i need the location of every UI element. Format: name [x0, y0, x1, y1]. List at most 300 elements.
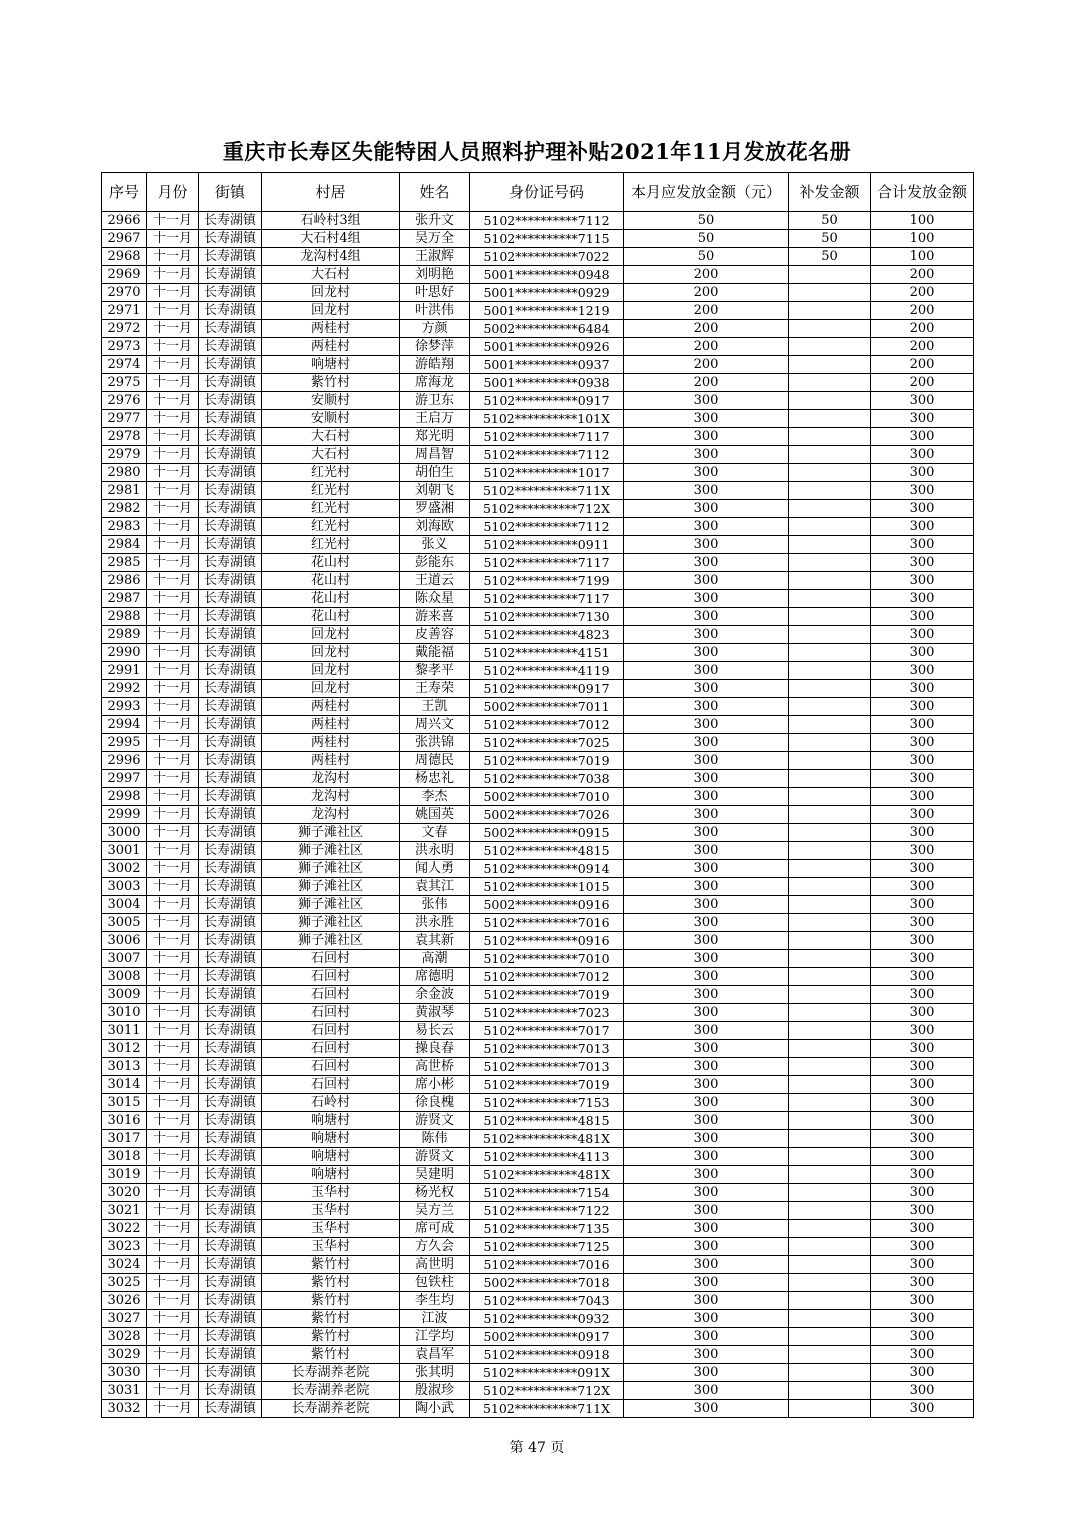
cell-id-number: 5102**********711X	[470, 482, 624, 500]
cell-month: 十一月	[147, 1238, 199, 1256]
cell-town: 长寿湖镇	[199, 266, 262, 284]
cell-id-number: 5102**********7112	[470, 212, 624, 230]
cell-town: 长寿湖镇	[199, 1004, 262, 1022]
cell-town: 长寿湖镇	[199, 986, 262, 1004]
cell-serial: 3009	[102, 986, 147, 1004]
cell-id-number: 5102**********7010	[470, 950, 624, 968]
cell-name: 王寿荣	[400, 680, 470, 698]
table-row	[102, 1328, 974, 1346]
cell-village: 石岭村3组	[262, 212, 400, 230]
cell-total: 200	[871, 338, 974, 356]
cell-town: 长寿湖镇	[199, 374, 262, 392]
cell-village: 紫竹村	[262, 1256, 400, 1274]
cell-town: 长寿湖镇	[199, 338, 262, 356]
table-row	[102, 1364, 974, 1382]
cell-village: 长寿湖养老院	[262, 1382, 400, 1400]
roster-body	[102, 212, 974, 1418]
cell-town: 长寿湖镇	[199, 1148, 262, 1166]
cell-back-pay: 50	[789, 212, 871, 230]
cell-id-number: 5001**********1219	[470, 302, 624, 320]
cell-village: 石回村	[262, 1058, 400, 1076]
cell-total: 300	[871, 1184, 974, 1202]
cell-id-number: 5102**********7019	[470, 752, 624, 770]
cell-name: 张其明	[400, 1364, 470, 1382]
table-row	[102, 1202, 974, 1220]
cell-monthly-amount: 300	[624, 842, 789, 860]
cell-back-pay	[789, 284, 871, 302]
cell-monthly-amount: 50	[624, 248, 789, 266]
cell-back-pay	[789, 1274, 871, 1292]
cell-monthly-amount: 300	[624, 914, 789, 932]
cell-town: 长寿湖镇	[199, 212, 262, 230]
cell-back-pay	[789, 302, 871, 320]
cell-back-pay	[789, 1238, 871, 1256]
cell-month: 十一月	[147, 284, 199, 302]
cell-serial: 2966	[102, 212, 147, 230]
cell-month: 十一月	[147, 608, 199, 626]
cell-serial: 3014	[102, 1076, 147, 1094]
cell-town: 长寿湖镇	[199, 1382, 262, 1400]
header-row	[102, 173, 974, 212]
cell-serial: 2990	[102, 644, 147, 662]
cell-month: 十一月	[147, 500, 199, 518]
cell-name: 游卫东	[400, 392, 470, 410]
cell-id-number: 5102**********7115	[470, 230, 624, 248]
cell-total: 300	[871, 1382, 974, 1400]
cell-village: 红光村	[262, 518, 400, 536]
cell-back-pay	[789, 1184, 871, 1202]
cell-serial: 2967	[102, 230, 147, 248]
cell-serial: 3026	[102, 1292, 147, 1310]
cell-name: 黄淑琴	[400, 1004, 470, 1022]
cell-total: 300	[871, 950, 974, 968]
cell-monthly-amount: 200	[624, 356, 789, 374]
cell-village: 石回村	[262, 968, 400, 986]
cell-id-number: 5102**********7199	[470, 572, 624, 590]
cell-town: 长寿湖镇	[199, 1184, 262, 1202]
table-row	[102, 950, 974, 968]
cell-month: 十一月	[147, 212, 199, 230]
cell-village: 回龙村	[262, 284, 400, 302]
table-row	[102, 284, 974, 302]
cell-village: 红光村	[262, 500, 400, 518]
table-row	[102, 680, 974, 698]
cell-name: 洪永胜	[400, 914, 470, 932]
cell-serial: 2976	[102, 392, 147, 410]
cell-back-pay	[789, 500, 871, 518]
cell-name: 吴方兰	[400, 1202, 470, 1220]
cell-name: 殷淑珍	[400, 1382, 470, 1400]
cell-monthly-amount: 300	[624, 536, 789, 554]
cell-monthly-amount: 300	[624, 554, 789, 572]
cell-id-number: 5102**********7125	[470, 1238, 624, 1256]
cell-back-pay	[789, 1094, 871, 1112]
cell-monthly-amount: 300	[624, 1184, 789, 1202]
cell-total: 300	[871, 626, 974, 644]
cell-back-pay	[789, 518, 871, 536]
cell-town: 长寿湖镇	[199, 518, 262, 536]
cell-village: 花山村	[262, 554, 400, 572]
cell-back-pay	[789, 1328, 871, 1346]
cell-name: 周兴文	[400, 716, 470, 734]
cell-month: 十一月	[147, 968, 199, 986]
cell-village: 回龙村	[262, 662, 400, 680]
table-row	[102, 734, 974, 752]
cell-village: 狮子滩社区	[262, 860, 400, 878]
cell-serial: 2987	[102, 590, 147, 608]
header-id-number: 身份证号码	[470, 173, 624, 212]
cell-monthly-amount: 300	[624, 644, 789, 662]
cell-village: 响塘村	[262, 1130, 400, 1148]
cell-serial: 2998	[102, 788, 147, 806]
table-row	[102, 878, 974, 896]
cell-town: 长寿湖镇	[199, 1328, 262, 1346]
cell-serial: 3001	[102, 842, 147, 860]
cell-id-number: 5102**********7016	[470, 1256, 624, 1274]
cell-town: 长寿湖镇	[199, 932, 262, 950]
cell-monthly-amount: 300	[624, 518, 789, 536]
cell-town: 长寿湖镇	[199, 392, 262, 410]
cell-name: 李杰	[400, 788, 470, 806]
cell-village: 红光村	[262, 482, 400, 500]
table-row	[102, 446, 974, 464]
cell-village: 回龙村	[262, 644, 400, 662]
cell-id-number: 5102**********4823	[470, 626, 624, 644]
cell-town: 长寿湖镇	[199, 410, 262, 428]
cell-back-pay	[789, 392, 871, 410]
cell-id-number: 5102**********0914	[470, 860, 624, 878]
table-row	[102, 392, 974, 410]
cell-id-number: 5001**********0938	[470, 374, 624, 392]
cell-serial: 2985	[102, 554, 147, 572]
cell-serial: 2997	[102, 770, 147, 788]
cell-name: 皮善容	[400, 626, 470, 644]
cell-name: 席德明	[400, 968, 470, 986]
table-row	[102, 1094, 974, 1112]
cell-back-pay	[789, 1310, 871, 1328]
cell-id-number: 5102**********7117	[470, 590, 624, 608]
table-row	[102, 518, 974, 536]
cell-name: 周昌智	[400, 446, 470, 464]
cell-name: 包铁柱	[400, 1274, 470, 1292]
cell-month: 十一月	[147, 824, 199, 842]
cell-back-pay	[789, 1112, 871, 1130]
table-row	[102, 212, 974, 230]
cell-town: 长寿湖镇	[199, 1400, 262, 1418]
table-row	[102, 1148, 974, 1166]
cell-monthly-amount: 300	[624, 1346, 789, 1364]
cell-town: 长寿湖镇	[199, 1058, 262, 1076]
cell-back-pay	[789, 1022, 871, 1040]
cell-monthly-amount: 300	[624, 1274, 789, 1292]
cell-town: 长寿湖镇	[199, 1364, 262, 1382]
cell-back-pay	[789, 572, 871, 590]
cell-serial: 2986	[102, 572, 147, 590]
cell-village: 红光村	[262, 536, 400, 554]
cell-total: 200	[871, 302, 974, 320]
cell-id-number: 5102**********4815	[470, 1112, 624, 1130]
cell-town: 长寿湖镇	[199, 1256, 262, 1274]
cell-id-number: 5102**********0918	[470, 1346, 624, 1364]
cell-town: 长寿湖镇	[199, 860, 262, 878]
cell-serial: 2984	[102, 536, 147, 554]
cell-back-pay	[789, 1256, 871, 1274]
cell-monthly-amount: 300	[624, 1040, 789, 1058]
cell-serial: 2999	[102, 806, 147, 824]
cell-total: 300	[871, 464, 974, 482]
cell-town: 长寿湖镇	[199, 1238, 262, 1256]
cell-monthly-amount: 300	[624, 770, 789, 788]
cell-monthly-amount: 300	[624, 1004, 789, 1022]
cell-town: 长寿湖镇	[199, 302, 262, 320]
table-row	[102, 338, 974, 356]
cell-serial: 2991	[102, 662, 147, 680]
cell-id-number: 5102**********7043	[470, 1292, 624, 1310]
cell-back-pay	[789, 1202, 871, 1220]
cell-id-number: 5002**********7026	[470, 806, 624, 824]
table-row	[102, 1310, 974, 1328]
cell-village: 狮子滩社区	[262, 896, 400, 914]
cell-month: 十一月	[147, 248, 199, 266]
cell-id-number: 5102**********7122	[470, 1202, 624, 1220]
cell-serial: 2972	[102, 320, 147, 338]
cell-month: 十一月	[147, 896, 199, 914]
cell-village: 石回村	[262, 1004, 400, 1022]
cell-total: 300	[871, 1220, 974, 1238]
cell-back-pay	[789, 824, 871, 842]
cell-id-number: 5102**********0911	[470, 536, 624, 554]
table-row	[102, 230, 974, 248]
cell-serial: 3023	[102, 1238, 147, 1256]
cell-id-number: 5102**********7117	[470, 428, 624, 446]
cell-serial: 2989	[102, 626, 147, 644]
cell-town: 长寿湖镇	[199, 320, 262, 338]
cell-id-number: 5102**********481X	[470, 1130, 624, 1148]
cell-id-number: 5102**********4815	[470, 842, 624, 860]
cell-village: 紫竹村	[262, 374, 400, 392]
cell-id-number: 5002**********6484	[470, 320, 624, 338]
cell-back-pay	[789, 536, 871, 554]
cell-total: 300	[871, 662, 974, 680]
cell-name: 王道云	[400, 572, 470, 590]
cell-town: 长寿湖镇	[199, 230, 262, 248]
header-name: 姓名	[400, 173, 470, 212]
cell-total: 300	[871, 1004, 974, 1022]
cell-id-number: 5102**********0917	[470, 680, 624, 698]
cell-month: 十一月	[147, 590, 199, 608]
cell-serial: 3006	[102, 932, 147, 950]
cell-monthly-amount: 300	[624, 1094, 789, 1112]
cell-name: 陶小武	[400, 1400, 470, 1418]
cell-name: 王淑辉	[400, 248, 470, 266]
cell-town: 长寿湖镇	[199, 554, 262, 572]
cell-serial: 3025	[102, 1274, 147, 1292]
cell-serial: 2980	[102, 464, 147, 482]
cell-back-pay	[789, 914, 871, 932]
cell-back-pay	[789, 896, 871, 914]
cell-serial: 3008	[102, 968, 147, 986]
cell-back-pay	[789, 968, 871, 986]
cell-back-pay	[789, 734, 871, 752]
table-row	[102, 1058, 974, 1076]
cell-serial: 2974	[102, 356, 147, 374]
cell-village: 紫竹村	[262, 1292, 400, 1310]
cell-village: 狮子滩社区	[262, 824, 400, 842]
cell-month: 十一月	[147, 1400, 199, 1418]
cell-village: 大石村	[262, 428, 400, 446]
table-row	[102, 1004, 974, 1022]
cell-monthly-amount: 300	[624, 572, 789, 590]
cell-serial: 3027	[102, 1310, 147, 1328]
table-row	[102, 932, 974, 950]
cell-back-pay	[789, 842, 871, 860]
cell-id-number: 5102**********7130	[470, 608, 624, 626]
cell-serial: 3017	[102, 1130, 147, 1148]
cell-total: 300	[871, 734, 974, 752]
cell-village: 花山村	[262, 590, 400, 608]
cell-serial: 3011	[102, 1022, 147, 1040]
cell-town: 长寿湖镇	[199, 608, 262, 626]
document-title: 重庆市长寿区失能特困人员照料护理补贴2021年11月发放花名册	[222, 139, 852, 164]
cell-month: 十一月	[147, 806, 199, 824]
cell-monthly-amount: 300	[624, 1292, 789, 1310]
cell-month: 十一月	[147, 1328, 199, 1346]
cell-month: 十一月	[147, 536, 199, 554]
cell-monthly-amount: 300	[624, 932, 789, 950]
cell-month: 十一月	[147, 698, 199, 716]
cell-monthly-amount: 300	[624, 1022, 789, 1040]
cell-name: 叶洪伟	[400, 302, 470, 320]
cell-month: 十一月	[147, 1346, 199, 1364]
cell-monthly-amount: 300	[624, 1382, 789, 1400]
cell-village: 狮子滩社区	[262, 878, 400, 896]
cell-total: 300	[871, 1328, 974, 1346]
cell-back-pay	[789, 1292, 871, 1310]
cell-name: 余金波	[400, 986, 470, 1004]
cell-back-pay	[789, 482, 871, 500]
cell-month: 十一月	[147, 986, 199, 1004]
cell-monthly-amount: 300	[624, 950, 789, 968]
cell-serial: 3005	[102, 914, 147, 932]
cell-monthly-amount: 200	[624, 320, 789, 338]
cell-village: 安顺村	[262, 392, 400, 410]
cell-total: 300	[871, 1310, 974, 1328]
cell-town: 长寿湖镇	[199, 1292, 262, 1310]
cell-name: 张升文	[400, 212, 470, 230]
cell-back-pay	[789, 428, 871, 446]
cell-back-pay	[789, 644, 871, 662]
table-row	[102, 626, 974, 644]
cell-month: 十一月	[147, 428, 199, 446]
cell-village: 紫竹村	[262, 1328, 400, 1346]
cell-village: 龙沟村	[262, 788, 400, 806]
cell-monthly-amount: 300	[624, 662, 789, 680]
table-row	[102, 356, 974, 374]
cell-town: 长寿湖镇	[199, 788, 262, 806]
cell-month: 十一月	[147, 1364, 199, 1382]
cell-id-number: 5102**********0932	[470, 1310, 624, 1328]
cell-back-pay	[789, 950, 871, 968]
cell-monthly-amount: 300	[624, 446, 789, 464]
cell-id-number: 5102**********7017	[470, 1022, 624, 1040]
cell-month: 十一月	[147, 626, 199, 644]
cell-village: 安顺村	[262, 410, 400, 428]
cell-id-number: 5102**********7013	[470, 1058, 624, 1076]
cell-back-pay	[789, 608, 871, 626]
cell-village: 紫竹村	[262, 1274, 400, 1292]
cell-month: 十一月	[147, 716, 199, 734]
table-row	[102, 716, 974, 734]
cell-village: 玉华村	[262, 1202, 400, 1220]
cell-name: 徐良槐	[400, 1094, 470, 1112]
cell-name: 陈众星	[400, 590, 470, 608]
cell-village: 响塘村	[262, 1166, 400, 1184]
cell-monthly-amount: 300	[624, 986, 789, 1004]
cell-town: 长寿湖镇	[199, 1202, 262, 1220]
cell-serial: 3030	[102, 1364, 147, 1382]
cell-back-pay	[789, 878, 871, 896]
cell-monthly-amount: 300	[624, 1076, 789, 1094]
cell-monthly-amount: 300	[624, 1400, 789, 1418]
cell-village: 两桂村	[262, 320, 400, 338]
cell-name: 周德民	[400, 752, 470, 770]
header-serial: 序号	[102, 173, 147, 212]
cell-back-pay	[789, 266, 871, 284]
cell-village: 红光村	[262, 464, 400, 482]
cell-total: 200	[871, 356, 974, 374]
cell-name: 刘明艳	[400, 266, 470, 284]
cell-name: 席小彬	[400, 1076, 470, 1094]
cell-id-number: 5102**********7023	[470, 1004, 624, 1022]
cell-id-number: 5102**********481X	[470, 1166, 624, 1184]
cell-id-number: 5001**********0929	[470, 284, 624, 302]
cell-monthly-amount: 300	[624, 626, 789, 644]
cell-village: 玉华村	[262, 1238, 400, 1256]
cell-total: 300	[871, 446, 974, 464]
table-row	[102, 410, 974, 428]
cell-monthly-amount: 200	[624, 284, 789, 302]
cell-id-number: 5102**********7135	[470, 1220, 624, 1238]
cell-town: 长寿湖镇	[199, 734, 262, 752]
cell-town: 长寿湖镇	[199, 536, 262, 554]
cell-back-pay	[789, 788, 871, 806]
roster-table	[101, 172, 974, 1418]
cell-serial: 3024	[102, 1256, 147, 1274]
cell-name: 郑光明	[400, 428, 470, 446]
cell-town: 长寿湖镇	[199, 824, 262, 842]
cell-back-pay	[789, 932, 871, 950]
cell-total: 300	[871, 410, 974, 428]
cell-month: 十一月	[147, 878, 199, 896]
cell-town: 长寿湖镇	[199, 1094, 262, 1112]
cell-name: 罗盛湘	[400, 500, 470, 518]
cell-monthly-amount: 300	[624, 1112, 789, 1130]
table-row	[102, 554, 974, 572]
table-row	[102, 302, 974, 320]
cell-id-number: 5001**********0948	[470, 266, 624, 284]
table-row	[102, 914, 974, 932]
cell-month: 十一月	[147, 1256, 199, 1274]
cell-name: 张洪锦	[400, 734, 470, 752]
cell-total: 300	[871, 644, 974, 662]
cell-serial: 2970	[102, 284, 147, 302]
table-row	[102, 1112, 974, 1130]
table-row	[102, 572, 974, 590]
cell-month: 十一月	[147, 1274, 199, 1292]
header-total: 合计发放金额	[871, 173, 974, 212]
cell-month: 十一月	[147, 734, 199, 752]
cell-monthly-amount: 300	[624, 806, 789, 824]
